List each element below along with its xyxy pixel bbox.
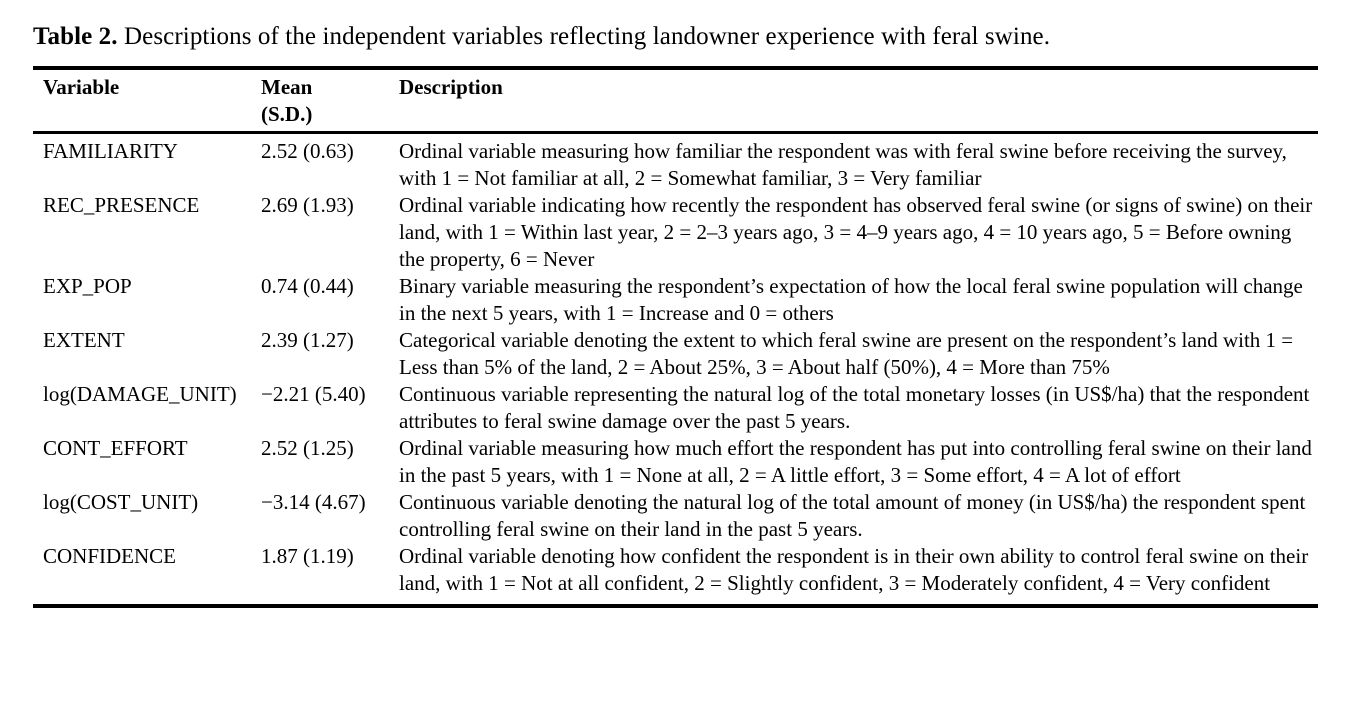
mean-cell: 2.52 (1.25) [261,436,354,460]
description-cell: Continuous variable denoting the natural log of the total amount of money (in US$/ha) the respondent spent controlling feral swine on their land in the past 5 years. [399,490,1306,541]
table-row [33,381,1318,435]
table-caption-label: Table 2. [33,23,118,50]
mean-cell: 2.69 (1.93) [261,193,354,217]
variable-cell: REC_PRESENCE [43,193,200,217]
header-mean-line2: (S.D.) [261,102,313,126]
variable-cell: EXTENT [43,328,125,352]
variable-cell: CONT_EFFORT [43,436,188,460]
variable-cell: log(DAMAGE_UNIT) [43,382,237,406]
mean-cell: 1.87 (1.19) [261,544,354,568]
variable-cell: EXP_POP [43,274,132,298]
variables-table [33,66,1318,608]
header-mean-line1: Mean [261,75,313,99]
header-mean-sd [261,74,399,128]
table-body [33,134,1318,604]
variable-cell: log(COST_UNIT) [43,490,199,514]
table-row [33,273,1318,327]
mean-cell: 2.39 (1.27) [261,328,354,352]
table-row [33,435,1318,489]
mean-cell: 0.74 (0.44) [261,274,354,298]
description-cell: Continuous variable representing the natural log of the total monetary losses (in US$/ha) that the respondent attributes to feral swine damage over the past 5 years. [399,382,1310,433]
mean-cell: 2.52 (0.63) [261,139,354,163]
description-cell: Ordinal variable denoting how confident the respondent is in their own ability to control feral swine on their land, with 1 = Not at all confident, 2 = Slightly confident, 3 = Moderately confident, 4 = Very confident [399,544,1309,595]
variable-cell: FAMILIARITY [43,139,178,163]
table-row [33,489,1318,543]
mean-cell: −2.21 (5.40) [261,382,366,406]
table-row [33,138,1318,192]
variable-cell: CONFIDENCE [43,544,177,568]
table-caption-text: Descriptions of the independent variables reflecting landowner experience with feral swine. [117,23,1051,50]
table-row [33,192,1318,273]
table-header-row [33,70,1318,134]
description-cell: Binary variable measuring the respondent’s expectation of how the local feral swine population will change in the next 5 years, with 1 = Increase and 0 = others [399,274,1303,325]
header-variable: Variable [43,75,120,99]
mean-cell: −3.14 (4.67) [261,490,366,514]
description-cell: Ordinal variable indicating how recently the respondent has observed feral swine (or signs of swine) on their land, with 1 = Within last year, 2 = 2–3 years ago, 3 = 4–9 years ago, 4 = 10 years ago, 5 = Before owning the property, 6 = Never [399,193,1313,271]
header-description: Description [399,75,503,99]
table-caption [33,20,1318,53]
description-cell: Ordinal variable measuring how familiar the respondent was with feral swine before receiving the survey, with 1 = Not familiar at all, 2 = Somewhat familiar, 3 = Very familiar [399,139,1287,190]
description-cell: Categorical variable denoting the extent to which feral swine are present on the respondent’s land with 1 = Less than 5% of the land, 2 = About 25%, 3 = About half (50%), 4 = More than 75% [399,328,1294,379]
description-cell: Ordinal variable measuring how much effort the respondent has put into controlling feral swine on their land in the past 5 years, with 1 = None at all, 2 = A little effort, 3 = Some effort, 4 = A lot of effort [399,436,1312,487]
table-row [33,543,1318,597]
table-row [33,327,1318,381]
